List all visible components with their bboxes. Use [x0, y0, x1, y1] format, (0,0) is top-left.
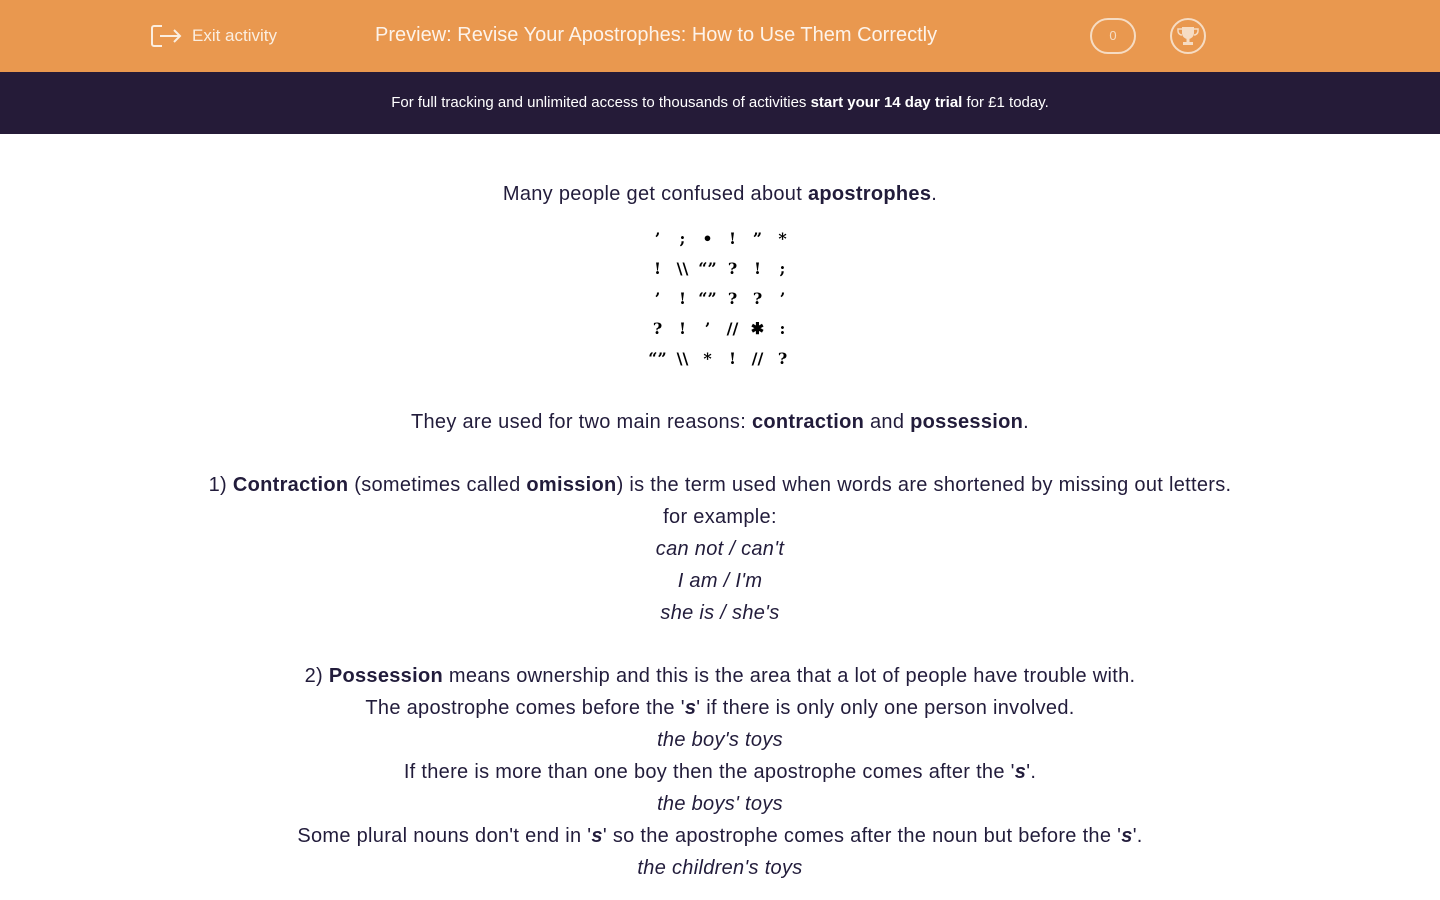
punctuation-glyph: ; [779, 259, 786, 278]
example: she is / she's [660, 602, 780, 624]
punctuation-glyph: ? [727, 259, 738, 278]
reasons-line: They are used for two main reasons: contraction and possession. [410, 411, 1030, 433]
punctuation-glyph: : [779, 319, 786, 338]
punctuation-glyph: ; [679, 229, 686, 248]
punctuation-glyph: * [703, 349, 712, 368]
trial-banner [0, 72, 1440, 134]
punctuation-glyph: ? [777, 349, 788, 368]
trophy-button[interactable] [1170, 18, 1206, 54]
punctuation-glyph: ? [752, 289, 763, 308]
trial-link[interactable]: start your 14 day trial [810, 94, 963, 111]
punctuation-glyph: “” [698, 289, 717, 308]
punctuation-glyph: // [751, 349, 764, 368]
intro-bold: apostrophes [807, 183, 932, 205]
page-title: Preview: Revise Your Apostrophes: How to Use Them Correctly [375, 24, 938, 46]
example: can not / can't [655, 538, 785, 560]
trophy-icon [1177, 25, 1199, 47]
possession-line: 2) Possession means ownership and this is the area that a lot of people have trouble with. [304, 665, 1136, 687]
punctuation-glyph: “” [648, 349, 667, 368]
punctuation-glyph: \\ [676, 349, 689, 368]
possession-line-4: Some plural nouns don't end in 's' so the apostrophe comes after the noun but before the 's'. [297, 825, 1143, 847]
score-badge: 0 [1090, 18, 1136, 54]
punctuation-glyph: ! [653, 259, 662, 278]
punctuation-glyph: \\ [676, 259, 689, 278]
exit-label: Exit activity [192, 26, 278, 45]
lesson-content [0, 178, 1440, 884]
intro-text: Many people get confused about [502, 183, 808, 205]
punctuation-glyph: ’ [704, 319, 711, 338]
punctuation-glyph: ’ [654, 289, 661, 308]
example: the boys' toys [657, 793, 783, 815]
punctuation-glyph: ? [652, 319, 663, 338]
contraction-line: 1) Contraction (sometimes called omission) is the term used when words are shortened by missing out letters. [208, 474, 1232, 496]
punctuation-glyph: “” [698, 259, 717, 278]
punctuation-glyph: ’ [654, 229, 661, 248]
punctuation-glyph: ! [728, 229, 737, 248]
banner-text: For full tracking and unlimited access to thousands of activities [391, 94, 811, 111]
punctuation-image [645, 224, 795, 374]
top-bar [0, 0, 1440, 72]
punctuation-glyph: ? [727, 289, 738, 308]
punctuation-glyph: ” [752, 229, 763, 248]
punctuation-glyph: ! [728, 349, 737, 368]
example: the children's toys [637, 857, 803, 879]
possession-line-2: The apostrophe comes before the 's' if there is only only one person involved. [365, 697, 1075, 719]
punctuation-glyph: • [702, 229, 713, 248]
punctuation-glyph: ’ [779, 289, 786, 308]
exit-icon [150, 22, 182, 50]
banner-text-end: for £1 today. [962, 94, 1049, 111]
exit-activity-button[interactable] [150, 22, 277, 50]
example: I am / I'm [677, 570, 763, 592]
intro-end: . [931, 183, 938, 205]
intro-line [0, 178, 1440, 210]
possession-line-3: If there is more than one boy then the apostrophe comes after the 's'. [403, 761, 1037, 783]
punctuation-glyph: ! [678, 289, 687, 308]
example: the boy's toys [657, 729, 783, 751]
for-example: for example: [663, 506, 777, 528]
punctuation-glyph: * [778, 229, 787, 248]
punctuation-glyph: ! [753, 259, 762, 278]
punctuation-glyph: // [726, 319, 739, 338]
punctuation-glyph: ! [678, 319, 687, 338]
punctuation-glyph: ✱ [750, 319, 765, 338]
